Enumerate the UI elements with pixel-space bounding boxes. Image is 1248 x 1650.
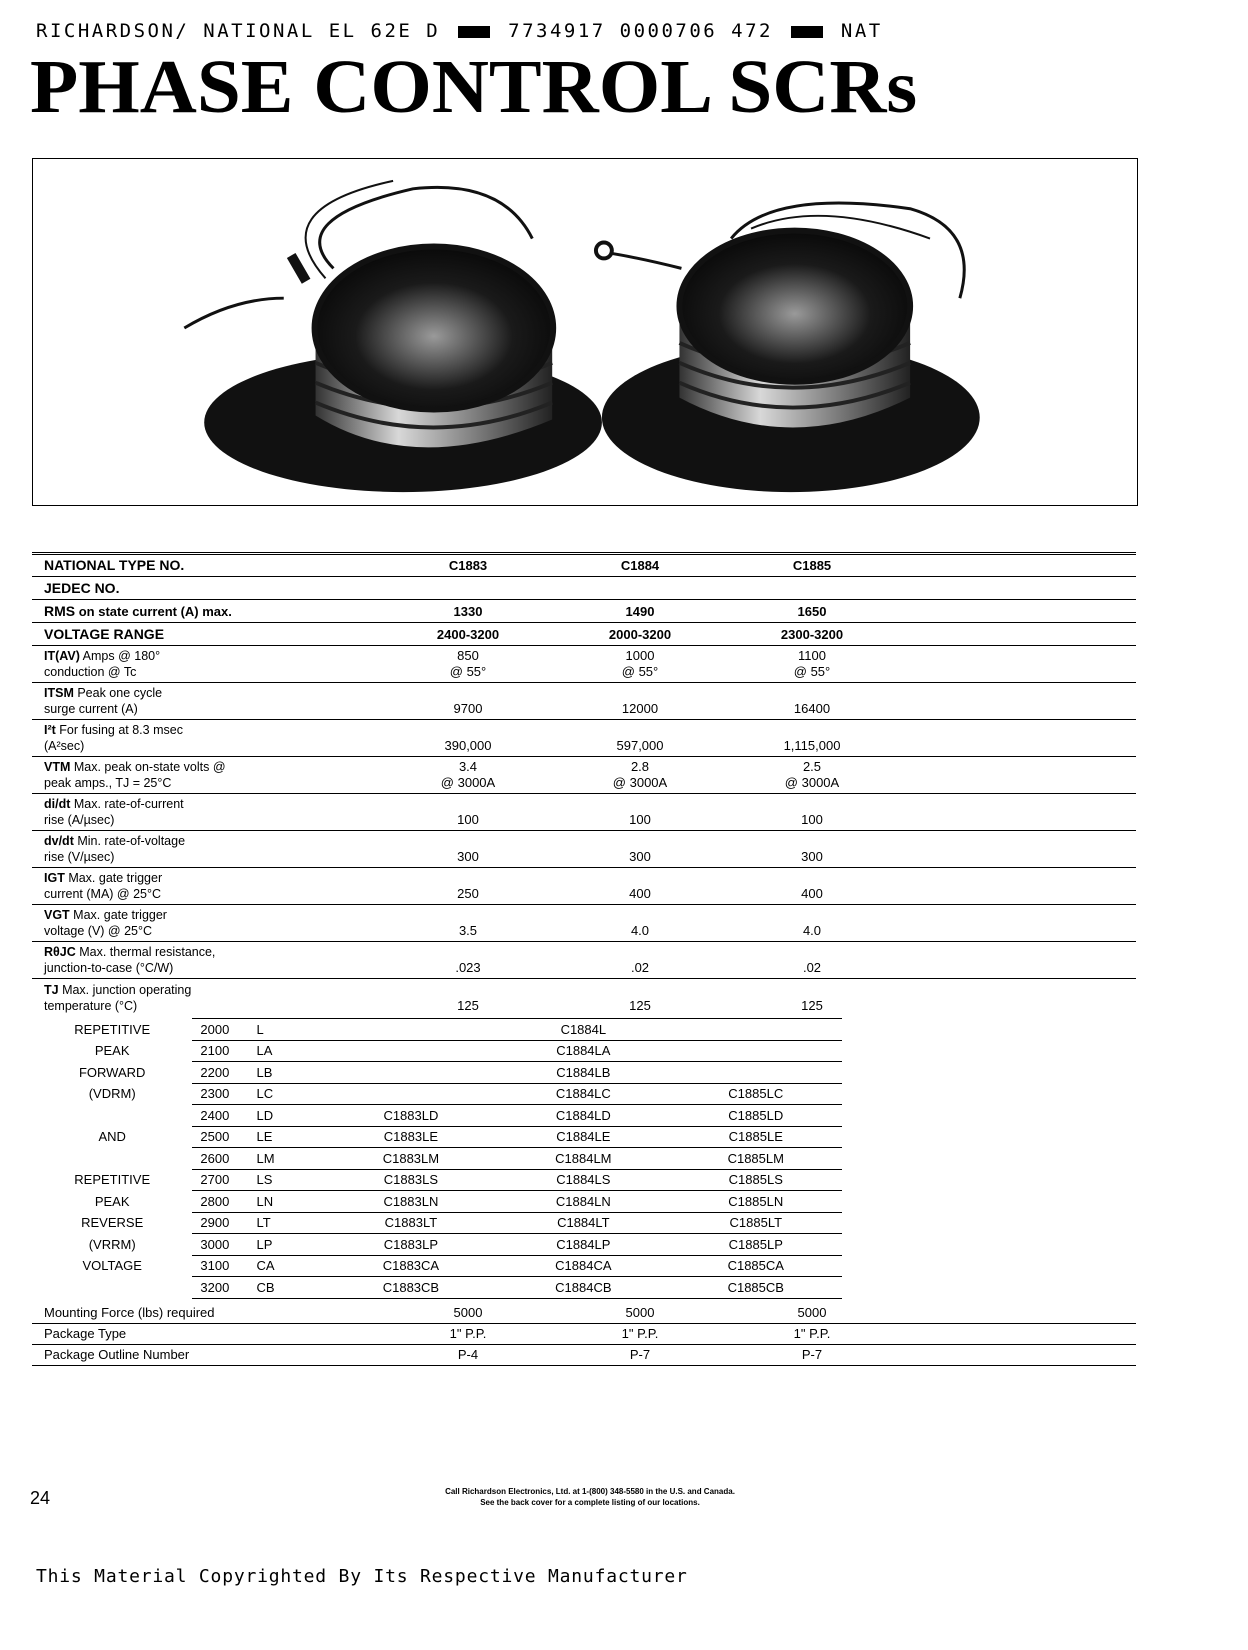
spec-spacer: [898, 831, 1136, 868]
spec-spacer: [898, 623, 1136, 646]
black-mark-icon: [458, 26, 490, 38]
part-number: C1885LT: [670, 1212, 842, 1234]
spec-row: [32, 646, 1136, 683]
spec-row: [32, 554, 1136, 577]
spec-value: 300: [382, 831, 554, 868]
spec-label: [32, 757, 382, 794]
voltage-group-label: [32, 1105, 192, 1127]
package-spacer: [898, 1302, 1136, 1323]
spec-row: [32, 794, 1136, 831]
spec-label-line2: temperature (°C): [44, 998, 138, 1013]
voltage-suffix: LD: [253, 1105, 325, 1127]
voltage-value: 2700: [192, 1169, 252, 1191]
part-number: C1883CB: [325, 1277, 497, 1299]
spec-value: 16400: [726, 683, 898, 720]
specifications-table: [32, 552, 1136, 1016]
spec-spacer: [898, 554, 1136, 577]
spec-spacer: [898, 646, 1136, 683]
spec-row: [32, 905, 1136, 942]
spec-label-symbol: I²t: [44, 723, 56, 737]
voltage-group-label: AND: [98, 1129, 126, 1145]
spec-label-text: Peak one cycle: [73, 686, 163, 700]
package-value: 1" P.P.: [726, 1323, 898, 1344]
voltage-value: 2500: [192, 1126, 252, 1148]
spec-value: 100: [382, 794, 554, 831]
part-number: C1883LM: [325, 1148, 497, 1170]
voltage-row: [32, 1062, 842, 1084]
spec-label-text: Max. junction operating: [58, 982, 192, 997]
part-number: [670, 1019, 842, 1041]
spec-label-text: Amps @ 180°: [79, 649, 161, 663]
part-number: C1884LN: [497, 1191, 669, 1213]
part-number: C1885CA: [670, 1255, 842, 1277]
voltage-group-label: REVERSE: [81, 1215, 144, 1231]
voltage-suffix: LC: [253, 1083, 325, 1105]
part-number: C1885LE: [670, 1126, 842, 1148]
package-value: 5000: [554, 1302, 726, 1323]
part-number: C1884LT: [497, 1212, 669, 1234]
voltage-row: [32, 1277, 842, 1299]
spec-label-line2: surge current (A): [44, 702, 138, 716]
spec-value: 250: [382, 868, 554, 905]
spec-value: 100: [726, 794, 898, 831]
package-value: P-7: [554, 1344, 726, 1365]
package-row: [32, 1344, 1136, 1365]
package-spacer: [898, 1344, 1136, 1365]
voltage-value: 2100: [192, 1040, 252, 1062]
spec-label-line2: current (MA) @ 25°C: [44, 887, 162, 901]
spec-value: C1885: [726, 554, 898, 577]
spec-value: C1883: [382, 554, 554, 577]
spec-label-line2: voltage (V) @ 25°C: [44, 924, 153, 938]
part-number: C1884LA: [497, 1040, 669, 1062]
page-number: 24: [30, 1488, 51, 1508]
voltage-group-label: PEAK: [94, 1043, 130, 1059]
spec-label: [32, 600, 382, 623]
spec-value: [382, 577, 554, 600]
spec-row: [32, 623, 1136, 646]
voltage-suffix: LA: [253, 1040, 325, 1062]
spec-label: [32, 942, 382, 979]
spec-label-text: Max. thermal resistance,: [75, 945, 216, 959]
package-spacer: [898, 1323, 1136, 1344]
spec-label: [32, 979, 382, 1016]
part-number: C1884LS: [497, 1169, 669, 1191]
spec-spacer: [898, 577, 1136, 600]
scr-disc-photo-icon: [33, 159, 1137, 505]
part-number: C1885LS: [670, 1169, 842, 1191]
part-number: [325, 1019, 497, 1041]
voltage-row: [32, 1255, 842, 1277]
voltage-value: 2900: [192, 1212, 252, 1234]
voltage-suffix: LN: [253, 1191, 325, 1213]
package-row: [32, 1323, 1136, 1344]
voltage-value: 3100: [192, 1255, 252, 1277]
spec-label: [32, 554, 382, 577]
voltage-group-label: VOLTAGE: [82, 1258, 142, 1274]
voltage-value: 3000: [192, 1234, 252, 1256]
spec-value: 4.0: [554, 905, 726, 942]
spec-value: 597,000: [554, 720, 726, 757]
black-mark-icon: [791, 26, 823, 38]
spec-label-text: Min. rate-of-voltage: [73, 834, 186, 848]
part-number: [670, 1062, 842, 1084]
spec-label-text: Max. peak on-state volts @: [70, 760, 226, 774]
spec-value: C1884: [554, 554, 726, 577]
spec-label: [32, 683, 382, 720]
spec-label: [32, 794, 382, 831]
voltage-row: [32, 1212, 842, 1234]
voltage-group-label: (VRRM): [88, 1236, 136, 1252]
voltage-row: [32, 1083, 842, 1105]
spec-label-symbol: IT(AV): [44, 649, 80, 663]
spec-label-symbol: NATIONAL TYPE NO.: [44, 557, 185, 573]
part-number: C1885LM: [670, 1148, 842, 1170]
spec-value: .02: [554, 942, 726, 979]
part-number: C1884LM: [497, 1148, 669, 1170]
part-number: C1884LP: [497, 1234, 669, 1256]
spec-label-symbol: ITSM: [44, 686, 74, 700]
spec-row: [32, 720, 1136, 757]
part-number: C1883LN: [325, 1191, 497, 1213]
voltage-group-label: [32, 1277, 192, 1299]
copyright-notice: This Material Copyrighted By Its Respective Manufacturer: [36, 1566, 688, 1587]
part-number: C1883LS: [325, 1169, 497, 1191]
spec-spacer: [898, 868, 1136, 905]
spec-value: 1650: [726, 600, 898, 623]
part-number: [325, 1040, 497, 1062]
package-row: [32, 1302, 1136, 1323]
spec-value: 1100 @ 55°: [726, 646, 898, 683]
spec-label-symbol: JEDEC NO.: [44, 580, 120, 596]
part-number: C1885LP: [670, 1234, 842, 1256]
voltage-group-label: PEAK: [94, 1193, 130, 1209]
voltage-suffix: LP: [253, 1234, 325, 1256]
spec-label-line2: peak amps., TJ = 25°C: [44, 776, 172, 790]
spec-spacer: [898, 942, 1136, 979]
voltage-group-label: (VDRM): [88, 1086, 136, 1102]
spec-value: 100: [554, 794, 726, 831]
spec-spacer: [898, 757, 1136, 794]
spec-label-text: Max. rate-of-current: [70, 797, 184, 811]
voltage-row: [32, 1040, 842, 1062]
spec-spacer: [898, 979, 1136, 1016]
package-value: 1" P.P.: [554, 1323, 726, 1344]
spec-spacer: [898, 905, 1136, 942]
spec-label-symbol: VGT: [44, 908, 70, 922]
spec-label-line2: rise (A/µsec): [44, 813, 115, 827]
part-number: [325, 1062, 497, 1084]
voltage-value: 2000: [192, 1019, 252, 1041]
spec-row: [32, 757, 1136, 794]
part-number: C1884CB: [497, 1277, 669, 1299]
voltage-suffix: LE: [253, 1126, 325, 1148]
voltage-row: [32, 1019, 842, 1041]
voltage-suffix: LB: [253, 1062, 325, 1084]
spec-row: [32, 942, 1136, 979]
package-label: Mounting Force (lbs) required: [32, 1302, 382, 1323]
spec-label-symbol: RθJC: [44, 945, 76, 959]
spec-value: 1,115,000: [726, 720, 898, 757]
voltage-part-table: [32, 1018, 842, 1299]
voltage-value: 3200: [192, 1277, 252, 1299]
voltage-row: [32, 1126, 842, 1148]
spec-row: [32, 868, 1136, 905]
package-table: [32, 1302, 1136, 1366]
package-value: P-7: [726, 1344, 898, 1365]
spec-value: 3.5: [382, 905, 554, 942]
doc-code-end: NAT: [840, 20, 883, 42]
spec-label: [32, 831, 382, 868]
spec-label: [32, 868, 382, 905]
spec-label-text: Max. gate trigger: [69, 908, 167, 922]
spec-label: [32, 623, 382, 646]
spec-label-symbol: VOLTAGE RANGE: [44, 626, 165, 642]
spec-value: [726, 577, 898, 600]
spec-value: 9700: [382, 683, 554, 720]
package-label: Package Outline Number: [32, 1344, 382, 1365]
voltage-row: [32, 1234, 842, 1256]
spec-value: 390,000: [382, 720, 554, 757]
part-number: C1885LN: [670, 1191, 842, 1213]
spec-value: 2.5 @ 3000A: [726, 757, 898, 794]
doc-code-right: 7734917 0000706 472: [508, 20, 773, 42]
voltage-suffix: LT: [253, 1212, 325, 1234]
spec-value: 125: [726, 979, 898, 1016]
part-number: C1884L: [497, 1019, 669, 1041]
spec-row: [32, 831, 1136, 868]
part-number: C1884LD: [497, 1105, 669, 1127]
spec-label-symbol: VTM: [44, 760, 71, 774]
spec-label: [32, 646, 382, 683]
package-value: 5000: [726, 1302, 898, 1323]
page-title: PHASE CONTROL SCRs: [30, 45, 918, 129]
part-number: C1884LC: [497, 1083, 669, 1105]
spec-value: [554, 577, 726, 600]
spec-row: [32, 683, 1136, 720]
spec-value: 125: [554, 979, 726, 1016]
package-value: 1" P.P.: [382, 1323, 554, 1344]
part-number: C1883LT: [325, 1212, 497, 1234]
spec-value: 1490: [554, 600, 726, 623]
spec-value: 12000: [554, 683, 726, 720]
voltage-value: 2200: [192, 1062, 252, 1084]
part-number: C1884CA: [497, 1255, 669, 1277]
voltage-row: [32, 1191, 842, 1213]
doc-code-left: RICHARDSON/ NATIONAL EL 62E D: [36, 20, 441, 42]
spec-label-text: Max. gate trigger: [64, 871, 163, 885]
spec-label-symbol: IGT: [44, 871, 65, 885]
package-value: P-4: [382, 1344, 554, 1365]
part-number: C1884LB: [497, 1062, 669, 1084]
spec-label-line2: junction-to-case (°C/W): [44, 961, 174, 975]
part-number: C1885LC: [670, 1083, 842, 1105]
spec-value: 2400-3200: [382, 623, 554, 646]
spec-spacer: [898, 600, 1136, 623]
voltage-value: 2300: [192, 1083, 252, 1105]
part-number: [670, 1040, 842, 1062]
spec-value: 400: [554, 868, 726, 905]
spec-value: 2000-3200: [554, 623, 726, 646]
voltage-value: 2600: [192, 1148, 252, 1170]
voltage-suffix: L: [253, 1019, 325, 1041]
spec-value: .02: [726, 942, 898, 979]
package-label: Package Type: [32, 1323, 382, 1344]
spec-spacer: [898, 794, 1136, 831]
voltage-group-label: FORWARD: [78, 1064, 146, 1080]
spec-label-symbol: RMS: [44, 603, 76, 619]
spec-label-symbol: TJ: [44, 982, 59, 997]
spec-label: [32, 905, 382, 942]
voltage-group-label: REPETITIVE: [74, 1021, 151, 1037]
part-number: [325, 1083, 497, 1105]
spec-row: [32, 577, 1136, 600]
spec-row: [32, 979, 1136, 1016]
spec-label-text: on state current (A) max.: [75, 604, 232, 619]
product-photo: [32, 158, 1138, 506]
part-number: C1883LD: [325, 1105, 497, 1127]
spec-value: 1000 @ 55°: [554, 646, 726, 683]
package-value: 5000: [382, 1302, 554, 1323]
part-number: C1885CB: [670, 1277, 842, 1299]
voltage-group-label: [32, 1148, 192, 1170]
voltage-group-label: REPETITIVE: [74, 1172, 151, 1188]
spec-value: 850 @ 55°: [382, 646, 554, 683]
spec-label-line2: (A²sec): [44, 739, 85, 753]
spec-value: 400: [726, 868, 898, 905]
voltage-row: [32, 1105, 842, 1127]
voltage-row: [32, 1148, 842, 1170]
spec-value: 3.4 @ 3000A: [382, 757, 554, 794]
spec-label-line2: rise (V/µsec): [44, 850, 115, 864]
spec-label: [32, 720, 382, 757]
spec-row: [32, 600, 1136, 623]
spec-value: 2300-3200: [726, 623, 898, 646]
voltage-suffix: LM: [253, 1148, 325, 1170]
contact-note: [340, 1486, 840, 1508]
spec-spacer: [898, 683, 1136, 720]
spec-label-text: For fusing at 8.3 msec: [55, 723, 183, 737]
voltage-row: [32, 1169, 842, 1191]
spec-spacer: [898, 720, 1136, 757]
part-number: C1883LP: [325, 1234, 497, 1256]
voltage-value: 2400: [192, 1105, 252, 1127]
spec-value: 4.0: [726, 905, 898, 942]
spec-value: 2.8 @ 3000A: [554, 757, 726, 794]
contact-note-line1: Call Richardson Electronics, Ltd. at 1-(800) 348-5580 in the U.S. and Canada.: [445, 1487, 735, 1496]
spec-label-line2: conduction @ Tc: [44, 665, 137, 679]
voltage-value: 2800: [192, 1191, 252, 1213]
part-number: C1883CA: [325, 1255, 497, 1277]
voltage-suffix: CB: [253, 1277, 325, 1299]
voltage-suffix: CA: [253, 1255, 325, 1277]
spec-value: 300: [554, 831, 726, 868]
part-number: C1884LE: [497, 1126, 669, 1148]
contact-note-line2: See the back cover for a complete listing of our locations.: [480, 1498, 700, 1507]
part-number: C1885LD: [670, 1105, 842, 1127]
spec-value: .023: [382, 942, 554, 979]
document-code-line: [36, 20, 883, 42]
part-number: C1883LE: [325, 1126, 497, 1148]
spec-value: 1330: [382, 600, 554, 623]
spec-label-symbol: dv/dt: [44, 834, 74, 848]
spec-value: 125: [382, 979, 554, 1016]
voltage-suffix: LS: [253, 1169, 325, 1191]
spec-label-symbol: di/dt: [44, 797, 71, 811]
spec-value: 300: [726, 831, 898, 868]
spec-label: [32, 577, 382, 600]
